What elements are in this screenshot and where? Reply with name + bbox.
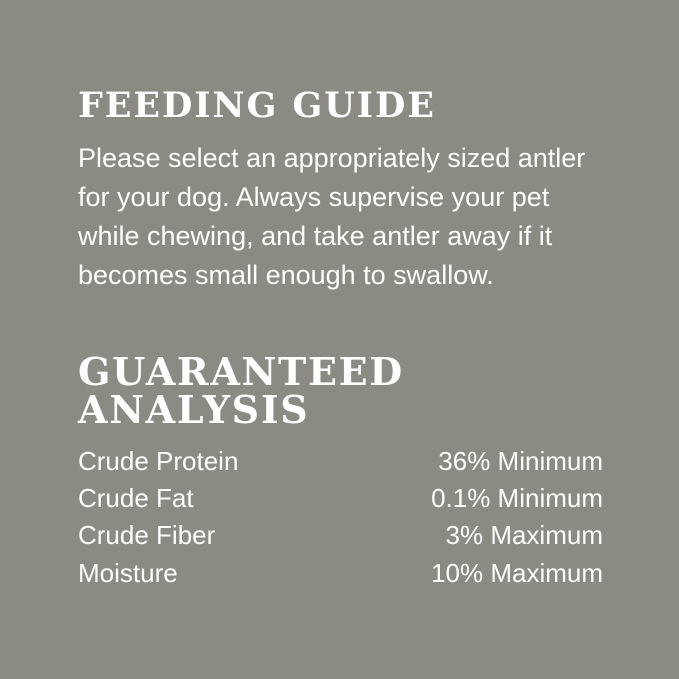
nutrient-label: Crude Protein xyxy=(78,445,239,476)
nutrient-amount: 0.1% Minimum xyxy=(431,482,603,513)
feeding-guide-body: Please select an appropriately sized antler for your dog. Always supervise your pet while chewing, and take antler away if it becomes small enough to swallow. xyxy=(78,143,586,290)
feeding-guide-heading: FEEDING GUIDE xyxy=(78,85,436,126)
guaranteed-analysis-heading: GUARANTEED ANALYSIS xyxy=(78,348,404,432)
nutrient-label: Crude Fiber xyxy=(78,520,216,551)
nutrient-label: Moisture xyxy=(78,557,178,588)
table-row xyxy=(78,480,603,517)
nutrient-amount: 36% Minimum xyxy=(438,445,603,476)
nutrient-amount: 10% Maximum xyxy=(431,557,603,588)
guaranteed-analysis-table xyxy=(78,443,603,593)
table-row xyxy=(78,443,603,480)
nutrient-label: Crude Fat xyxy=(78,482,194,513)
nutrient-amount: 3% Maximum xyxy=(445,520,603,551)
table-row xyxy=(78,555,603,592)
table-row xyxy=(78,517,603,554)
